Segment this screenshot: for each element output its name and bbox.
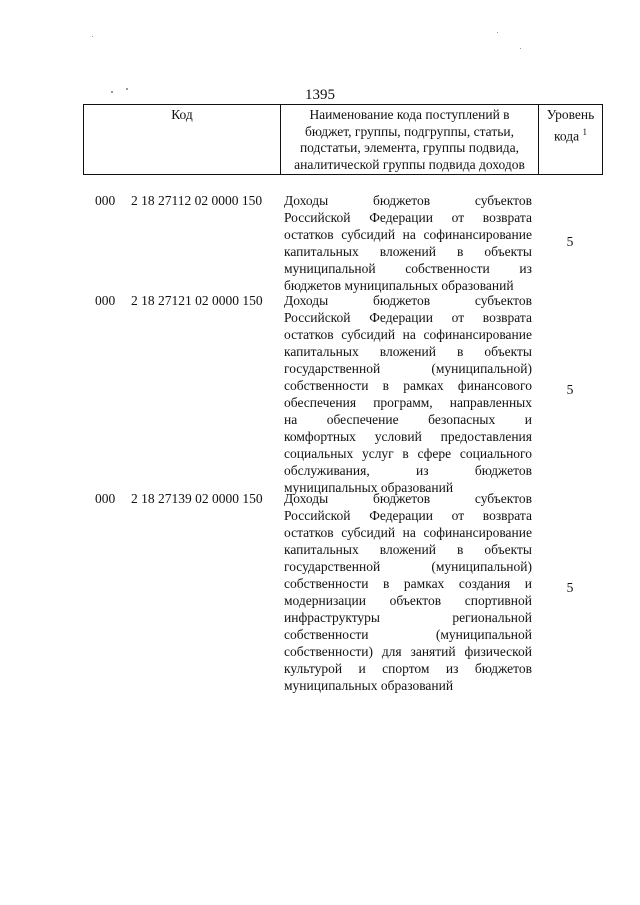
header-level-line1: Уровень bbox=[546, 107, 595, 122]
header-level-label: кода bbox=[554, 128, 580, 143]
table-header bbox=[83, 104, 603, 175]
row-description-line: капитальных вложений в объекты bbox=[284, 344, 532, 359]
row-description-line: собственности в рамках создания и bbox=[284, 576, 532, 591]
row-description-line: инфраструктуры региональной bbox=[284, 610, 532, 625]
header-code-label: Код bbox=[171, 107, 193, 122]
row-prefix: 000 bbox=[95, 491, 116, 506]
row-level: 5 bbox=[566, 234, 574, 249]
row-description-line: Доходы бюджетов субъектов bbox=[284, 491, 532, 506]
header-level-cell bbox=[539, 105, 602, 174]
row-description-line: комфортных условий предоставления bbox=[284, 429, 532, 444]
page-number: 1395 bbox=[305, 87, 335, 103]
scan-speck bbox=[497, 32, 498, 33]
row-prefix: 000 bbox=[95, 293, 116, 308]
row-description-line: капитальных вложений в объекты bbox=[284, 244, 532, 259]
row-code: 2 18 27112 02 0000 150 bbox=[131, 193, 263, 208]
header-name-cell bbox=[281, 105, 539, 174]
row-description-line: Доходы бюджетов субъектов bbox=[284, 193, 532, 208]
scan-speck bbox=[520, 48, 521, 49]
row-description-line: собственности) для занятий физической bbox=[284, 644, 532, 659]
row-description bbox=[284, 292, 532, 496]
row-description-line: государственной (муниципальной) bbox=[284, 559, 532, 574]
row-description-line: остатков субсидий на софинансирование bbox=[284, 227, 532, 242]
row-description-line: Российской Федерации от возврата bbox=[284, 508, 532, 523]
scan-speck bbox=[92, 36, 93, 37]
header-name-line: Наименование кода поступлений в bbox=[309, 107, 510, 122]
row-level: 5 bbox=[566, 382, 574, 397]
header-name-line: подстатьи, элемента, группы подвида, bbox=[299, 140, 520, 155]
row-description-line: обслуживания, из бюджетов bbox=[284, 463, 532, 478]
row-description-line: социальных услуг в сфере социального bbox=[284, 446, 532, 461]
row-description-line: Российской Федерации от возврата bbox=[284, 210, 532, 225]
row-description-line: собственности (муниципальной bbox=[284, 627, 532, 642]
row-description-line: муниципальных образований bbox=[284, 678, 454, 693]
row-description bbox=[284, 192, 532, 294]
header-code-cell bbox=[84, 105, 281, 174]
row-description-line: обеспечения программ, направленных bbox=[284, 395, 532, 410]
header-level-footnote: 1 bbox=[582, 126, 587, 137]
row-description-line: государственной (муниципальной) bbox=[284, 361, 532, 376]
row-description-line: Российской Федерации от возврата bbox=[284, 310, 532, 325]
row-description-line: Доходы бюджетов субъектов bbox=[284, 293, 532, 308]
row-code: 2 18 27139 02 0000 150 bbox=[131, 491, 263, 506]
row-description-line: собственности в рамках финансового bbox=[284, 378, 532, 393]
row-description-line: культурой и спортом из бюджетов bbox=[284, 661, 532, 676]
row-description-line: модернизации объектов спортивной bbox=[284, 593, 532, 608]
row-description-line: остатков субсидий на софинансирование bbox=[284, 327, 532, 342]
row-description-line: остатков субсидий на софинансирование bbox=[284, 525, 532, 540]
row-description-line: капитальных вложений в объекты bbox=[284, 542, 532, 557]
row-description-line: муниципальной собственности из bbox=[284, 261, 532, 276]
header-name-line: аналитической группы подвида доходов bbox=[294, 156, 525, 172]
row-description bbox=[284, 490, 532, 694]
row-level: 5 bbox=[566, 580, 574, 595]
row-prefix: 000 bbox=[95, 193, 116, 208]
header-name-line: бюджет, группы, подгруппы, статьи, bbox=[305, 123, 514, 139]
header-level-line2 bbox=[539, 124, 602, 145]
row-description-line: бюджетов муниципальных образований bbox=[284, 278, 514, 293]
row-description-line: на обеспечение безопасных и bbox=[284, 412, 532, 427]
row-description-line: муниципальных образований bbox=[284, 480, 454, 495]
row-code: 2 18 27121 02 0000 150 bbox=[131, 293, 263, 308]
